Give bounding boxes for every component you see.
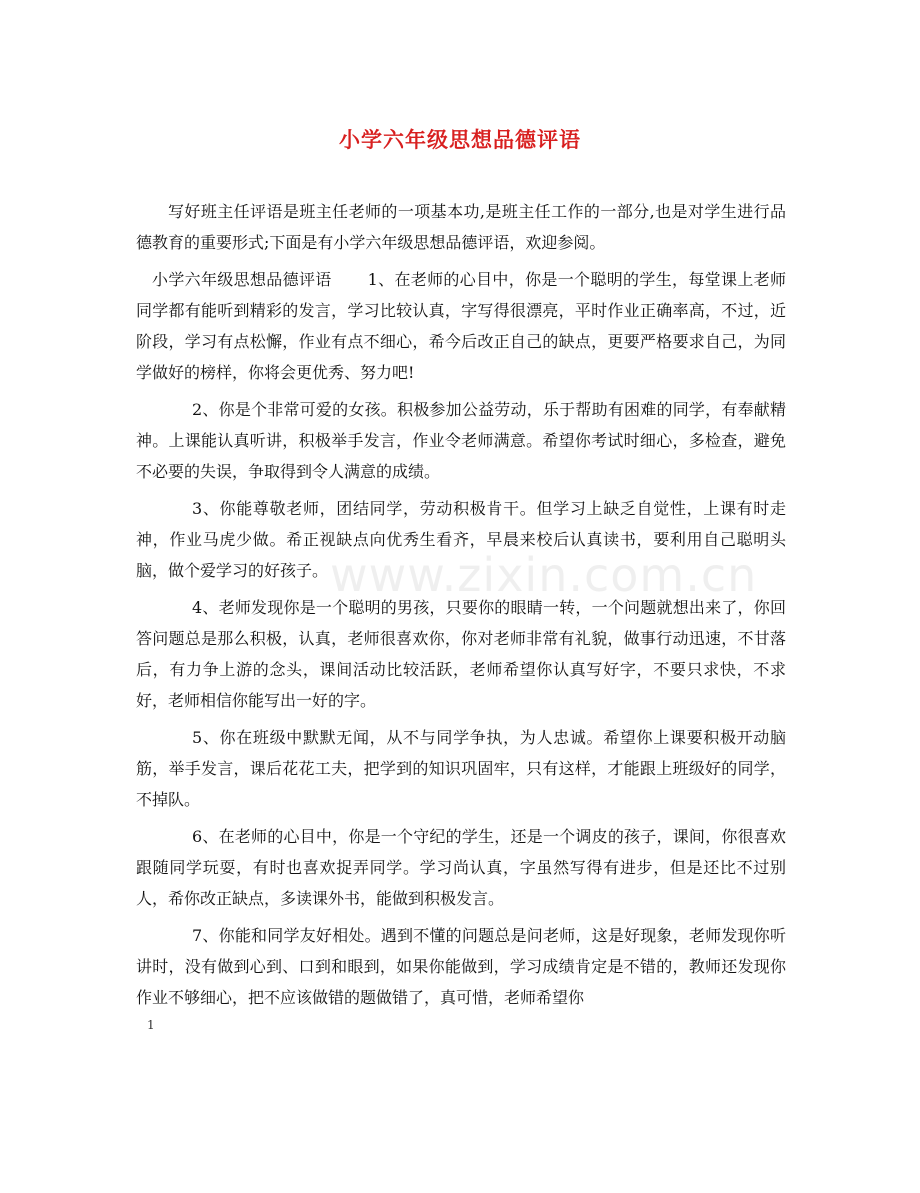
first-comment-paragraph — [136, 264, 786, 388]
page-number: 1 — [147, 1018, 155, 1032]
page-title: 小学六年级思想品德评语 — [339, 127, 581, 152]
watermark: www.zixin.com.cn — [330, 548, 758, 602]
comment-6: 6、在老师的心目中，你是一个守纪的学生，还是一个调皮的孩子，课间，你很喜欢跟随同学玩耍，有时也喜欢捉弄同学。学习尚认真，字虽然写得有进步，但是还比不过别人，希你改正缺点，多读课外书，能做到积极发言。 — [136, 827, 786, 908]
comment-3: 3、你能尊敬老师，团结同学，劳动积极肯干。但学习上缺乏自觉性，上课有时走神，作业马虎少做。希正视缺点向优秀生看齐，早晨来校后认真读书，要利用自己聪明头脑，做个爱学习的好孩子。 — [136, 499, 786, 580]
intro-paragraph: 写好班主任评语是班主任老师的一项基本功,是班主任工作的一部分,也是对学生进行品德教育的重要形式;下面是有小学六年级思想品德评语，欢迎参阅。 — [136, 202, 786, 252]
document-body — [136, 196, 786, 1019]
comment-7: 7、你能和同学友好相处。遇到不懂的问题总是问老师，这是好现象，老师发现你听讲时，没有做到心到、口到和眼到，如果你能做到，学习成绩肯定是不错的，教师还发现你作业不够细心，把不应该做错的题做错了，真可惜，老师希望你 — [136, 926, 786, 1007]
comment-2: 2、你是个非常可爱的女孩。积极参加公益劳动，乐于帮助有困难的同学，有奉献精神。上课能认真听讲，积极举手发言，作业令老师满意。希望你考试时细心，多检查，避免不必要的失误，争取得到令人满意的成绩。 — [136, 400, 786, 481]
comment-1: 1、在老师的心目中，你是一个聪明的学生，每堂课上老师同学都有能听到精彩的发言，学习比较认真，字写得很漂亮，平时作业正确率高，不过，近阶段，学习有点松懈，作业有点不细心，希今后改正自己的缺点，更要严格要求自己，为同学做好的榜样，你将会更优秀、努力吧! — [136, 270, 786, 382]
comment-5: 5、你在班级中默默无闻，从不与同学争执，为人忠诚。希望你上课要积极开动脑筋，举手发言，课后花花工夫，把学到的知识巩固牢，只有这样，才能跟上班级好的同学，不掉队。 — [136, 728, 786, 809]
section-heading: 小学六年级思想品德评语 — [152, 270, 332, 289]
comment-4: 4、老师发现你是一个聪明的男孩，只要你的眼睛一转，一个问题就想出来了，你回答问题总是那么积极，认真，老师很喜欢你，你对老师非常有礼貌，做事行动迅速，不甘落后，有力争上游的念头，课间活动比较活跃，老师希望你认真写好字，不要只求快，不求好，老师相信你能写出一好的字。 — [136, 598, 786, 710]
